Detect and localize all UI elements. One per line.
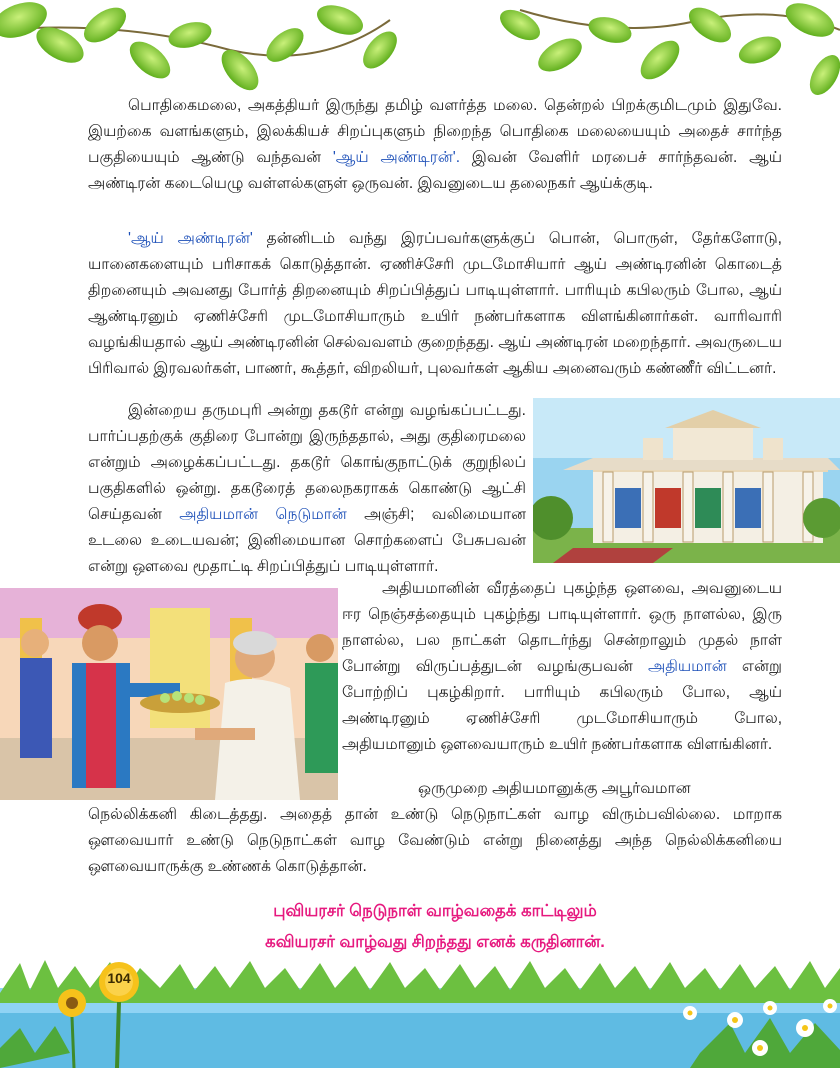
text-run: ஒருமுறை அதியமானுக்கு அபூர்வமான [418,780,691,797]
paragraph-thagadur [88,398,526,580]
highlight-name: 'ஆய் அண்டிரன்'. [332,149,461,166]
page-number: 104 [107,970,131,986]
text-run: இவன் வேளிர் மரபைச் சார்ந்தவன். ஆய் அண்டிரன் கடையெழு வள்ளல்களுள் ஒருவன். இவனுடைய தலைநகர் ஆய்க்குடி. [88,149,782,192]
text-run: இன்றைய தருமபுரி அன்று தகடூர் என்று வழங்கப்பட்டது. பார்ப்பதற்குக் குதிரை போன்று இருந்ததால், அது குதிரைமலை என்றும் அழைக்கப்பட்டது. தகடூர் கொங்குநாட்டுக் குறுநிலப் பகுதிகளில் ஒன்று. தகடூரைத் தலைநகராகக் கொண்டு ஆட்சி செய்தவன் [88,402,526,523]
paragraph-nellikani [88,776,782,880]
text-run: தன்னிடம் வந்து இரப்பவர்களுக்குப் பொன், பொருள், தேர்களோடு, யானைகளையும் பரிசாகக் கொடுத்தான். ஏணிச்சேரி முடமோசியார் ஆய் அண்டிரனின் கொடைத் திறனையும் அவனது போர்த் திறனையும் சிறப்பித்துப் பாடியுள்ளார். பாரியும் கபிலரும் போல, ஆய் ஆண்டிரனும் ஏணிச்சேரி முடமோசியாரும் உயிர் நண்பர்களாக விளங்கினார்கள். வாரிவாரி வழங்கியதால் ஆய் அண்டிரனின் செல்வவளம் குறைந்தது. ஆய் அண்டிரன் மறைந்தார். அவருடைய பிரிவால் இரவலர்கள், பாணர், கூத்தர், விறலியர், புலவர்கள் ஆகிய அனைவரும் கண்ணீர் விட்டனர். [88,230,782,377]
highlight-name: அதியமான் நெடுமான் [179,506,347,523]
text-run: நெல்லிக்கனி கிடைத்தது. அதைத் தான் உண்டு நெடுநாட்கள் வாழ விரும்பவில்லை. மாறாக ஔவையார் உண்டு நெடுநாட்கள் வாழ வேண்டும் என்று நினைத்து அந்த நெல்லிக்கனியை ஔவையாருக்கு உண்ணக் கொடுத்தான். [88,806,782,875]
text-run: அதியமானின் வீரத்தைப் புகழ்ந்த ஔவை, அவனுடைய ஈர நெஞ்சத்தையும் புகழ்ந்து பாடியுள்ளார். ஒரு நாளல்ல, இரு நாளல்ல, பல நாட்கள் தொடர்ந்து சென்றாலும் முதல் நாள் போன்று விருப்பத்துடன் வழங்குபவன் [342,580,782,675]
paragraph-pothigai [88,93,782,197]
temple-photo [533,398,840,563]
paragraph-avvai-praise [342,576,782,758]
text-run: என்று போற்றிப் புகழ்கிறார். பாரியும் கபிலரும் போல, ஆய் அண்டிரனும் ஏணிச்சேரி முடமோசியாரும் போல, அதியமானும் ஔவையாரும் உயிர் நண்பர்களாக விளங்கினர். [342,658,783,753]
highlight-name: அதியமான் [647,658,727,675]
paragraph-aay-andiran [88,226,782,382]
highlight-name: 'ஆய் அண்டிரன்' [128,230,253,247]
quote-line-1: புவியரசர் நெடுநாள் வாழ்வதைக் காட்டிலும் [273,902,597,920]
text-run: பொதிகைமலை, அகத்தியர் இருந்து தமிழ் வளர்த்த மலை. தென்றல் பிறக்குமிடமும் இதுவே. இயற்கை வளங்களும், இலக்கியச் சிறப்புகளும் நிறைந்த பொதிகை மலையையும் அதைச் சார்ந்த பகுதியையும் ஆண்டு வந்தவன் [88,97,782,166]
king-and-avvai-illustration [0,588,338,800]
quote-line-2: கவியரசர் வாழ்வது சிறந்தது எனக் கருதினான். [265,933,605,951]
text-run: அஞ்சி; வலிமையான உடலை உடையவன்; இனிமையான சொற்களைப் பேசுபவன் என்று ஔவை மூதாட்டி சிறப்பித்துப் பாடியுள்ளார். [88,506,526,575]
